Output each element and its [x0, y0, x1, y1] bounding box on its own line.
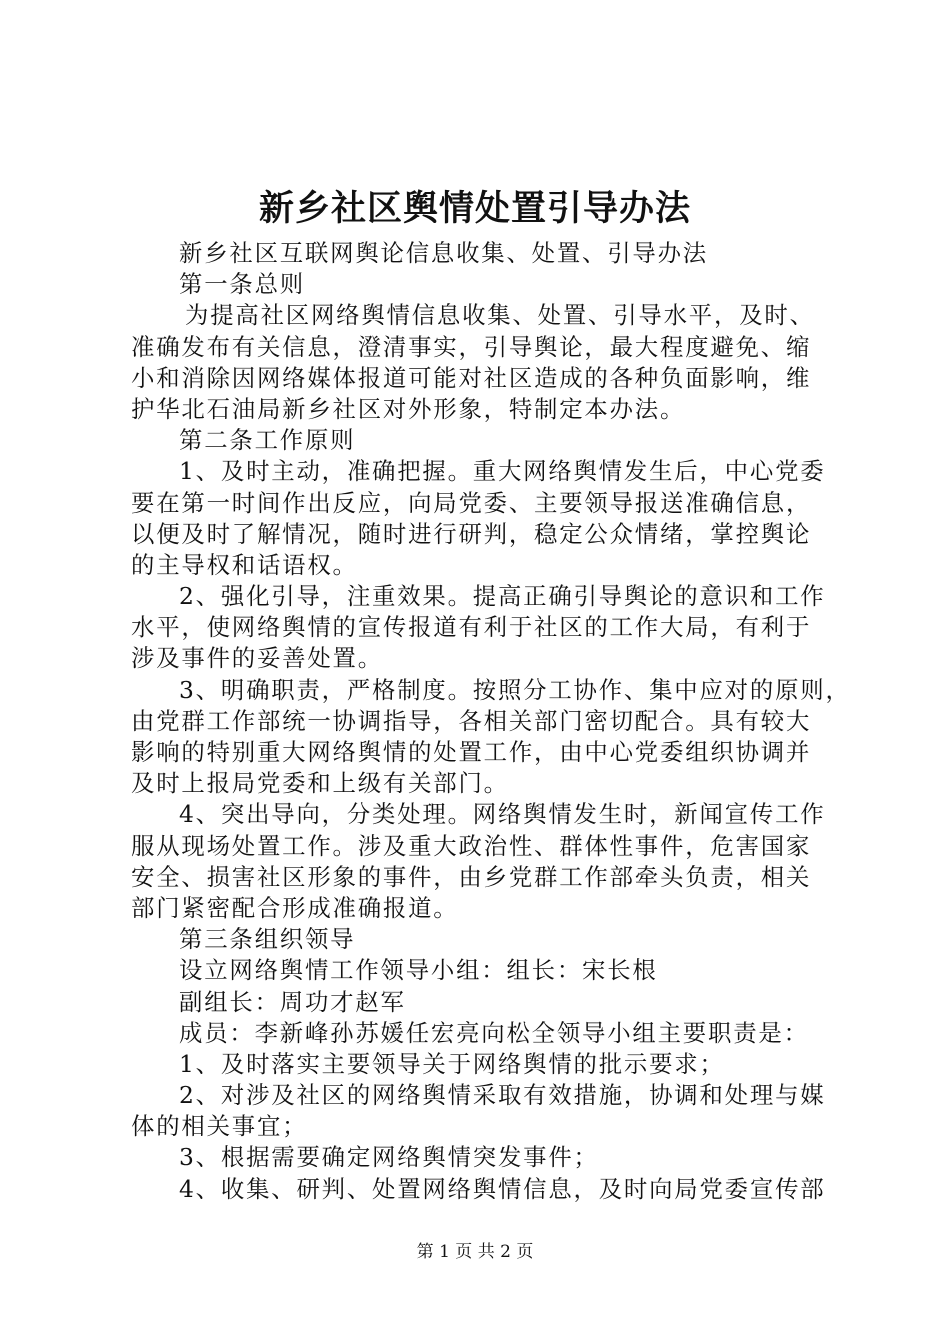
paragraph-line: 1、及时落实主要领导关于网络舆情的批示要求；	[179, 1049, 725, 1078]
subtitle-line: 新乡社区互联网舆论信息收集、处置、引导办法	[179, 239, 709, 267]
section-heading: 第三条组织领导	[179, 925, 356, 954]
paragraph-line: 涉及事件的妥善处置。	[131, 644, 383, 673]
paragraph-line: 设立网络舆情工作领导小组：组长：宋长根	[179, 956, 658, 985]
paragraph-line: 为提高社区网络舆情信息收集、处置、引导水平，及时、	[185, 301, 815, 330]
paragraph-line: 的主导权和话语权。	[131, 550, 358, 579]
paragraph-line: 以便及时了解情况，随时进行研判，稳定公众情绪，掌控舆论	[131, 519, 812, 548]
paragraph-line: 体的相关事宜；	[131, 1112, 308, 1141]
section-heading: 第一条总则	[179, 270, 305, 299]
paragraph-line: 小和消除因网络媒体报道可能对社区造成的各种负面影响，维	[131, 363, 812, 392]
paragraph-line: 准确发布有关信息，澄清事实，引导舆论，最大程度避免、缩	[131, 332, 812, 361]
paragraph-line: 副组长：周功才赵军	[179, 987, 406, 1016]
paragraph-line: 护华北石油局新乡社区对外形象，特制定本办法。	[131, 394, 686, 423]
paragraph-line: 及时上报局党委和上级有关部门。	[131, 769, 509, 798]
section-heading: 第二条工作原则	[179, 426, 356, 455]
paragraph-line: 1、及时主动，准确把握。重大网络舆情发生后，中心党委	[179, 457, 826, 486]
paragraph-line: 3、根据需要确定网络舆情突发事件；	[179, 1143, 599, 1172]
paragraph-line: 2、对涉及社区的网络舆情采取有效措施，协调和处理与媒	[179, 1081, 826, 1110]
paragraph-line: 4、收集、研判、处置网络舆情信息，及时向局党委宣传部	[179, 1174, 826, 1203]
document-body	[131, 238, 851, 1205]
paragraph-line: 要在第一时间作出反应，向局党委、主要领导报送准确信息，	[131, 488, 812, 517]
paragraph-line: 影响的特别重大网络舆情的处置工作，由中心党委组织协调并	[131, 738, 812, 766]
paragraph-line: 由党群工作部统一协调指导，各相关部门密切配合。具有较大	[131, 706, 812, 735]
paragraph-line: 2、强化引导，注重效果。提高正确引导舆论的意识和工作	[179, 582, 826, 611]
document-title: 新乡社区舆情处置引导办法	[258, 188, 691, 229]
paragraph-line: 水平，使网络舆情的宣传报道有利于社区的工作大局，有利于	[131, 613, 812, 642]
paragraph-line: 服从现场处置工作。涉及重大政治性、群体性事件，危害国家	[131, 831, 812, 860]
paragraph-line: 成员：李新峰孙苏媛任宏亮向松全领导小组主要职责是：	[179, 1018, 809, 1047]
page-footer: 第 1 页 共 2 页	[416, 1242, 534, 1262]
paragraph-line: 3、明确职责，严格制度。按照分工协作、集中应对的原则，	[179, 675, 851, 704]
paragraph-line: 安全、损害社区形象的事件，由乡党群工作部牵头负责，相关	[131, 862, 812, 891]
paragraph-line: 4、突出导向，分类处理。网络舆情发生时，新闻宣传工作	[179, 800, 826, 829]
paragraph-line: 部门紧密配合形成准确报道。	[131, 893, 459, 922]
